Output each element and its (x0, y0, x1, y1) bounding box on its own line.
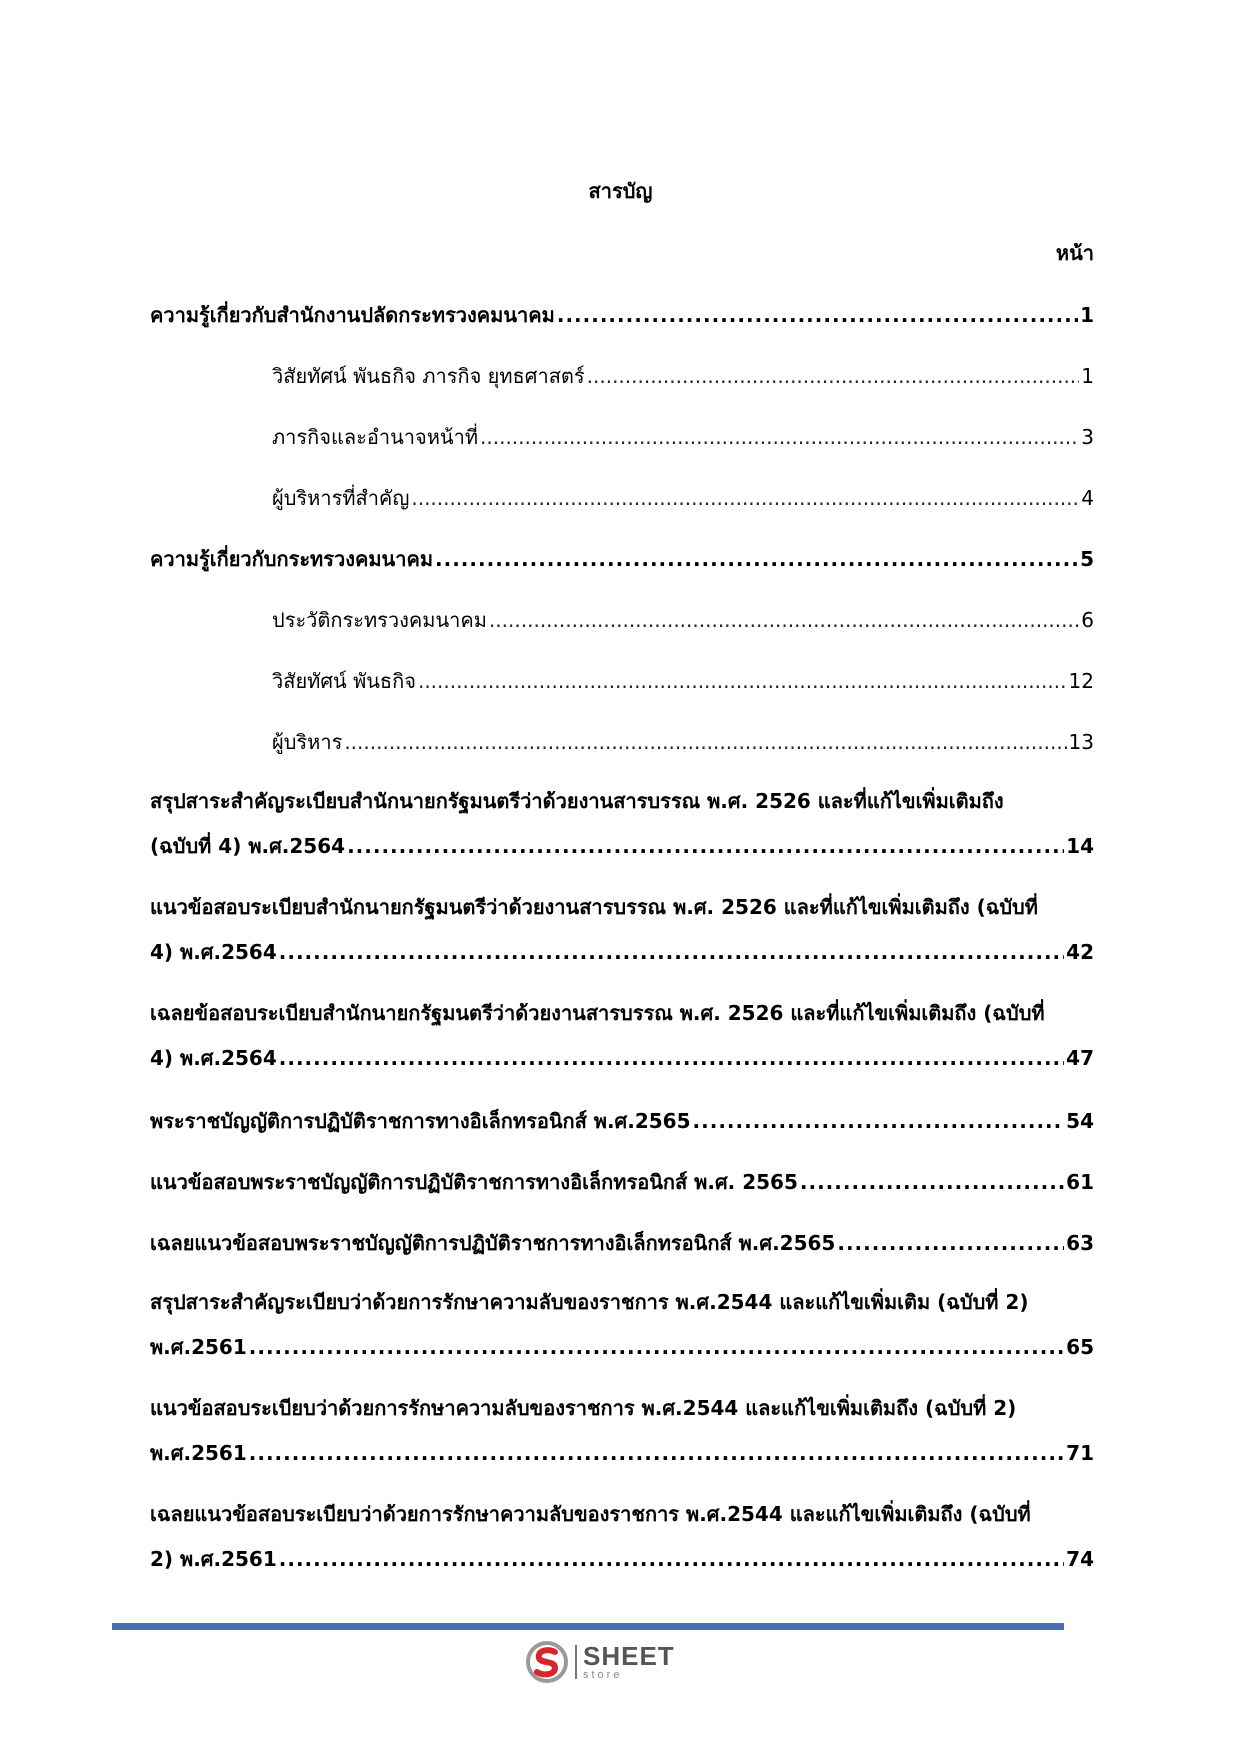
toc-entry-line (150, 1534, 1094, 1584)
dot-leader (344, 712, 1066, 773)
toc-entry[interactable] (150, 1380, 1094, 1486)
footer-rule (112, 1623, 1064, 1630)
toc-entry-title: วิสัยทัศน์ พันธกิจ (272, 669, 416, 693)
toc-entry-line (150, 1152, 1094, 1213)
toc-entry[interactable] (150, 985, 1094, 1091)
toc-entry-title: ผู้บริหาร (272, 730, 343, 754)
toc-list (150, 285, 1094, 1592)
toc-entry[interactable] (150, 346, 1094, 407)
toc-entry[interactable] (150, 1091, 1094, 1152)
toc-entry[interactable] (150, 529, 1094, 590)
toc-entry-line (150, 927, 1094, 977)
toc-entry-line (150, 529, 1094, 590)
toc-entry-title-continuation: 4) พ.ศ.2564 (150, 940, 277, 964)
dot-leader (279, 1534, 1064, 1584)
toc-entry-page-number: 3 (1081, 425, 1094, 449)
toc-entry-title: พระราชบัญญัติการปฏิบัติราชการทางอิเล็กทรอนิกส์ พ.ศ.2565 (150, 1109, 691, 1133)
toc-entry-title: แนวข้อสอบพระราชบัญญัติการปฏิบัติราชการทางอิเล็กทรอนิกส์ พ.ศ. 2565 (150, 1170, 798, 1194)
toc-entry-page-number: 1 (1080, 303, 1094, 327)
toc-entry[interactable] (150, 879, 1094, 985)
dot-leader (489, 590, 1079, 651)
toc-entry-title: ผู้บริหารที่สำคัญ (272, 486, 410, 510)
toc-entry-title: แนวข้อสอบระเบียบว่าด้วยการรักษาความลับของราชการ พ.ศ.2544 และแก้ไขเพิ่มเติมถึง (ฉบับที่ 2) (150, 1396, 1017, 1420)
toc-entry-title-continuation: พ.ศ.2561 (150, 1335, 247, 1359)
toc-title: สารบัญ (588, 179, 653, 203)
toc-entry[interactable] (150, 1152, 1094, 1213)
logo-separator (575, 1645, 577, 1679)
toc-entry-title: ความรู้เกี่ยวกับกระทรวงคมนาคม (150, 547, 434, 571)
toc-entry-title-continuation: 4) พ.ศ.2564 (150, 1046, 277, 1070)
toc-entry-page-number: 47 (1066, 1046, 1094, 1070)
dot-leader (587, 346, 1080, 407)
toc-entry-line (150, 285, 1094, 346)
toc-entry-page-number: 61 (1066, 1170, 1094, 1194)
logo-word: SHEET (583, 1641, 675, 1671)
toc-entry-title: แนวข้อสอบระเบียบสำนักนายกรัฐมนตรีว่าด้วยงานสารบรรณ พ.ศ. 2526 และที่แก้ไขเพิ่มเติมถึง (ฉบับที่ (150, 895, 1038, 919)
toc-entry-page-number: 54 (1066, 1109, 1094, 1133)
toc-entry-title-continuation: (ฉบับที่ 4) พ.ศ.2564 (150, 834, 346, 858)
dot-leader (249, 1428, 1064, 1478)
toc-entry-title-continuation: 2) พ.ศ.2561 (150, 1547, 277, 1571)
toc-entry[interactable] (150, 651, 1094, 712)
toc-entry-title-continuation: พ.ศ.2561 (150, 1441, 247, 1465)
toc-entry-title: สรุปสาระสำคัญระเบียบสำนักนายกรัฐมนตรีว่าด้วยงานสารบรรณ พ.ศ. 2526 และที่แก้ไขเพิ่มเติมถึง (150, 789, 1004, 813)
dot-leader (435, 529, 1078, 590)
toc-entry-line (150, 1428, 1094, 1478)
toc-entry[interactable] (150, 773, 1094, 879)
dot-leader (837, 1213, 1064, 1274)
toc-entry-page-number: 14 (1066, 834, 1094, 858)
toc-entry-page-number: 74 (1066, 1547, 1094, 1571)
toc-entry-line (150, 821, 1094, 871)
toc-entry-line (272, 468, 1094, 529)
dot-leader (411, 468, 1079, 529)
toc-entry-line (272, 712, 1094, 773)
toc-entry-line (150, 1322, 1094, 1372)
toc-entry-title: เฉลยข้อสอบระเบียบสำนักนายกรัฐมนตรีว่าด้วยงานสารบรรณ พ.ศ. 2526 และที่แก้ไขเพิ่มเติมถึง (ฉบับที่ (150, 1001, 1045, 1025)
toc-entry-title: วิสัยทัศน์ พันธกิจ ภารกิจ ยุทธศาสตร์ (272, 364, 585, 388)
toc-entry-page-number: 42 (1066, 940, 1094, 964)
toc-entry-title: ความรู้เกี่ยวกับสำนักงานปลัดกระทรวงคมนาคม (150, 303, 555, 327)
page-column-header: หน้า (1055, 241, 1094, 265)
toc-entry[interactable] (150, 1213, 1094, 1274)
toc-entry-line (272, 346, 1094, 407)
sheet-store-logo (525, 1638, 685, 1686)
dot-leader (249, 1322, 1064, 1372)
toc-entry-line (150, 1033, 1094, 1083)
toc-entry-page-number: 1 (1081, 364, 1094, 388)
dot-leader (347, 821, 1064, 871)
toc-entry-title: เฉลยแนวข้อสอบระเบียบว่าด้วยการรักษาความลับของราชการ พ.ศ.2544 และแก้ไขเพิ่มเติมถึง (ฉบับที่ (150, 1502, 1031, 1526)
toc-entry-page-number: 5 (1080, 547, 1094, 571)
toc-entry[interactable] (150, 712, 1094, 773)
toc-entry-page-number: 6 (1081, 608, 1094, 632)
toc-entry-title: ประวัติกระทรวงคมนาคม (272, 608, 487, 632)
toc-entry[interactable] (150, 468, 1094, 529)
toc-entry[interactable] (150, 407, 1094, 468)
dot-leader (800, 1152, 1064, 1213)
toc-entry[interactable] (150, 1486, 1094, 1592)
logo-subword: store (583, 1669, 623, 1681)
toc-entry[interactable] (150, 590, 1094, 651)
toc-entry-page-number: 71 (1066, 1441, 1094, 1465)
toc-entry-title: สรุปสาระสำคัญระเบียบว่าด้วยการรักษาความลับของราชการ พ.ศ.2544 และแก้ไขเพิ่มเติม (ฉบับที่ 2) (150, 1290, 1029, 1314)
toc-entry-page-number: 65 (1066, 1335, 1094, 1359)
toc-entry[interactable] (150, 1274, 1094, 1380)
toc-entry-title: เฉลยแนวข้อสอบพระราชบัญญัติการปฏิบัติราชการทางอิเล็กทรอนิกส์ พ.ศ.2565 (150, 1231, 836, 1255)
toc-entry-page-number: 4 (1081, 486, 1094, 510)
toc-entry-title: ภารกิจและอำนาจหน้าที่ (272, 425, 479, 449)
dot-leader (279, 1033, 1064, 1083)
dot-leader (418, 651, 1067, 712)
toc-entry-line (150, 1213, 1094, 1274)
toc-entry-page-number: 12 (1068, 669, 1094, 693)
toc-entry-page-number: 63 (1066, 1231, 1094, 1255)
dot-leader (480, 407, 1079, 468)
sheet-store-logo-icon (525, 1640, 569, 1684)
toc-entry-line (272, 590, 1094, 651)
dot-leader (693, 1091, 1065, 1152)
dot-leader (557, 285, 1078, 346)
toc-entry-line (150, 1091, 1094, 1152)
toc-entry[interactable] (150, 285, 1094, 346)
dot-leader (279, 927, 1064, 977)
toc-entry-line (272, 651, 1094, 712)
toc-entry-page-number: 13 (1068, 730, 1094, 754)
toc-entry-line (272, 407, 1094, 468)
logo-text (583, 1643, 675, 1681)
